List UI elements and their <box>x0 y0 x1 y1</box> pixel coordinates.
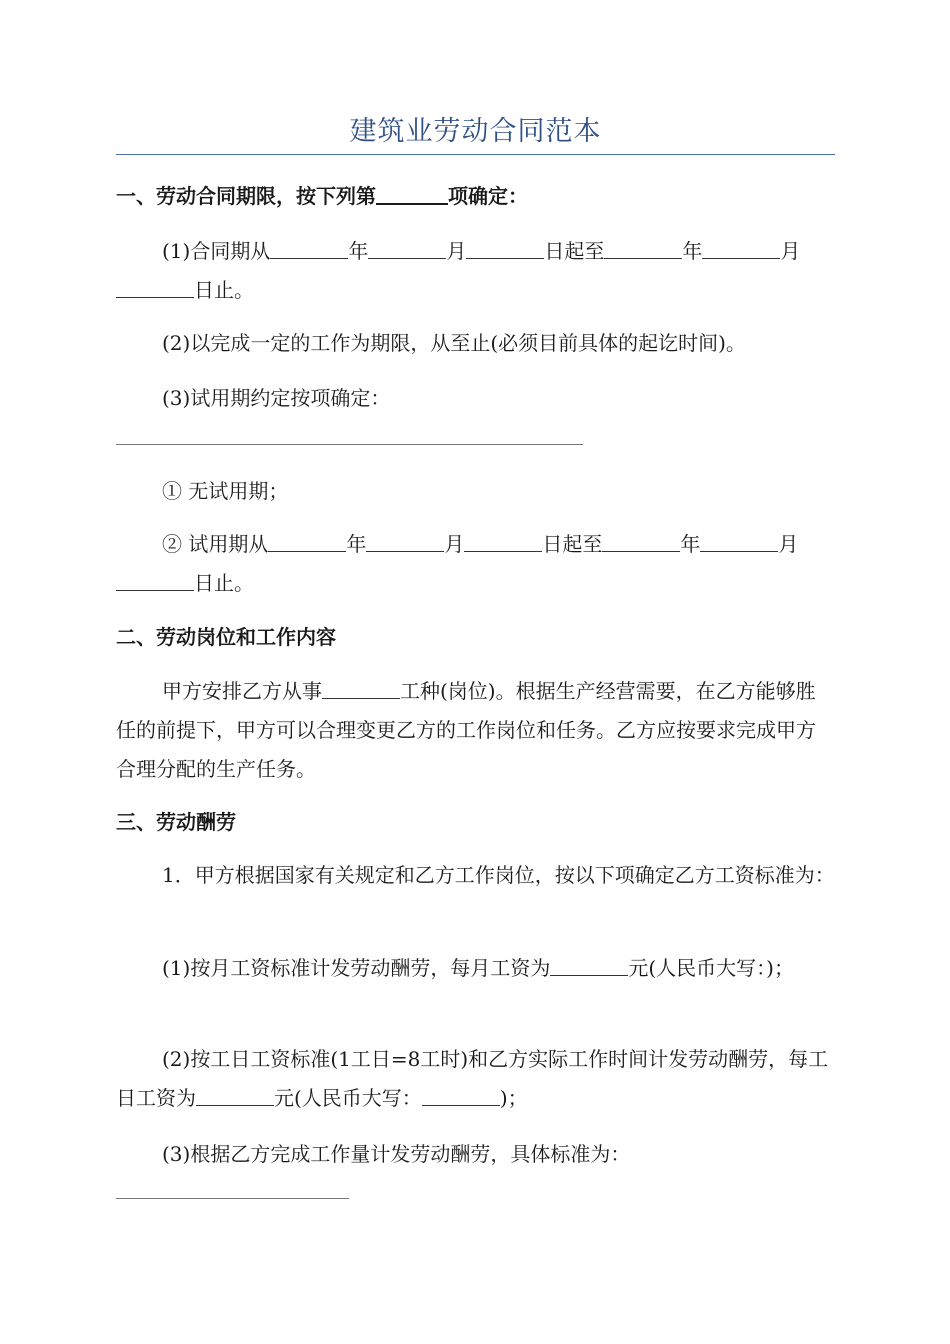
section-2-body <box>116 672 835 789</box>
section-1-heading <box>116 181 528 210</box>
blank-line <box>116 444 583 445</box>
wage-option-monthly <box>116 949 835 988</box>
text: 年 <box>346 532 367 556</box>
text: 月 <box>446 239 467 263</box>
wage-option-daily <box>116 1040 835 1118</box>
wage-standard-intro: 1．甲方根据国家有关规定和乙方工作岗位，按以下项确定乙方工资标准为： <box>162 863 835 887</box>
probation-option-1: ① 无试用期； <box>162 479 289 503</box>
text: (1)按月工资标准计发劳动酬劳，每月工资为 <box>162 956 551 980</box>
blank-field <box>116 277 194 298</box>
blank-field <box>270 238 348 259</box>
text: 年 <box>348 239 369 263</box>
text: 元(人民币大写：)； <box>628 956 794 980</box>
blank-field <box>376 181 448 205</box>
text: 日起至 <box>544 239 605 263</box>
text: (2)按工日工资标准(1工日=8工时)和乙方实际工作时间计发劳动酬劳，每工日工资为 <box>116 1047 829 1110</box>
text: )； <box>499 1086 528 1110</box>
blank-field <box>116 570 194 591</box>
text: ② 试用期从 <box>162 532 269 556</box>
text: 甲方安排乙方从事 <box>162 679 322 703</box>
text: 日止。 <box>194 571 254 595</box>
text: 工种(岗位)。根据生产经营需要，在乙方能够胜任的前提下，甲方可以合理变更乙方的工作岗位和任务。乙方应按要求完成甲方合理分配的生产任务。 <box>116 679 816 781</box>
section-1-heading-text: 一、劳动合同期限，按下列第 <box>116 184 376 208</box>
probation-option-2 <box>116 525 835 603</box>
term-item-3: (3)试用期约定按项确定： <box>162 386 391 410</box>
blank-field <box>422 1085 500 1106</box>
text: 日起至 <box>542 532 603 556</box>
blank-field <box>550 955 628 976</box>
blank-field <box>702 238 780 259</box>
blank-field <box>368 238 446 259</box>
text: 年 <box>680 532 701 556</box>
blank-field <box>268 531 346 552</box>
blank-field <box>196 1085 274 1106</box>
section-3-heading: 三、劳动酬劳 <box>116 810 236 834</box>
text: 月 <box>780 239 801 263</box>
term-item-1 <box>116 232 835 310</box>
text: 元(人民币大写： <box>274 1086 422 1110</box>
section-2-heading: 二、劳动岗位和工作内容 <box>116 625 336 649</box>
blank-line <box>116 1198 349 1199</box>
blank-field <box>604 238 682 259</box>
text: 月 <box>444 532 465 556</box>
text: 年 <box>682 239 703 263</box>
blank-field <box>602 531 680 552</box>
document-title: 建筑业劳动合同范本 <box>349 116 602 147</box>
title-underline <box>116 154 835 155</box>
blank-field <box>322 678 400 699</box>
blank-field <box>366 531 444 552</box>
text: 月 <box>778 532 799 556</box>
text: 日止。 <box>194 278 254 302</box>
term-item-2: (2)以完成一定的工作为期限，从至止(必须目前具体的起讫时间)。 <box>162 331 746 355</box>
section-1-heading-suffix: 项确定： <box>448 184 528 208</box>
wage-option-piecework: (3)根据乙方完成工作量计发劳动酬劳，具体标准为： <box>162 1142 631 1166</box>
text: (1)合同期从 <box>162 239 271 263</box>
blank-field <box>466 238 544 259</box>
blank-field <box>700 531 778 552</box>
blank-field <box>464 531 542 552</box>
